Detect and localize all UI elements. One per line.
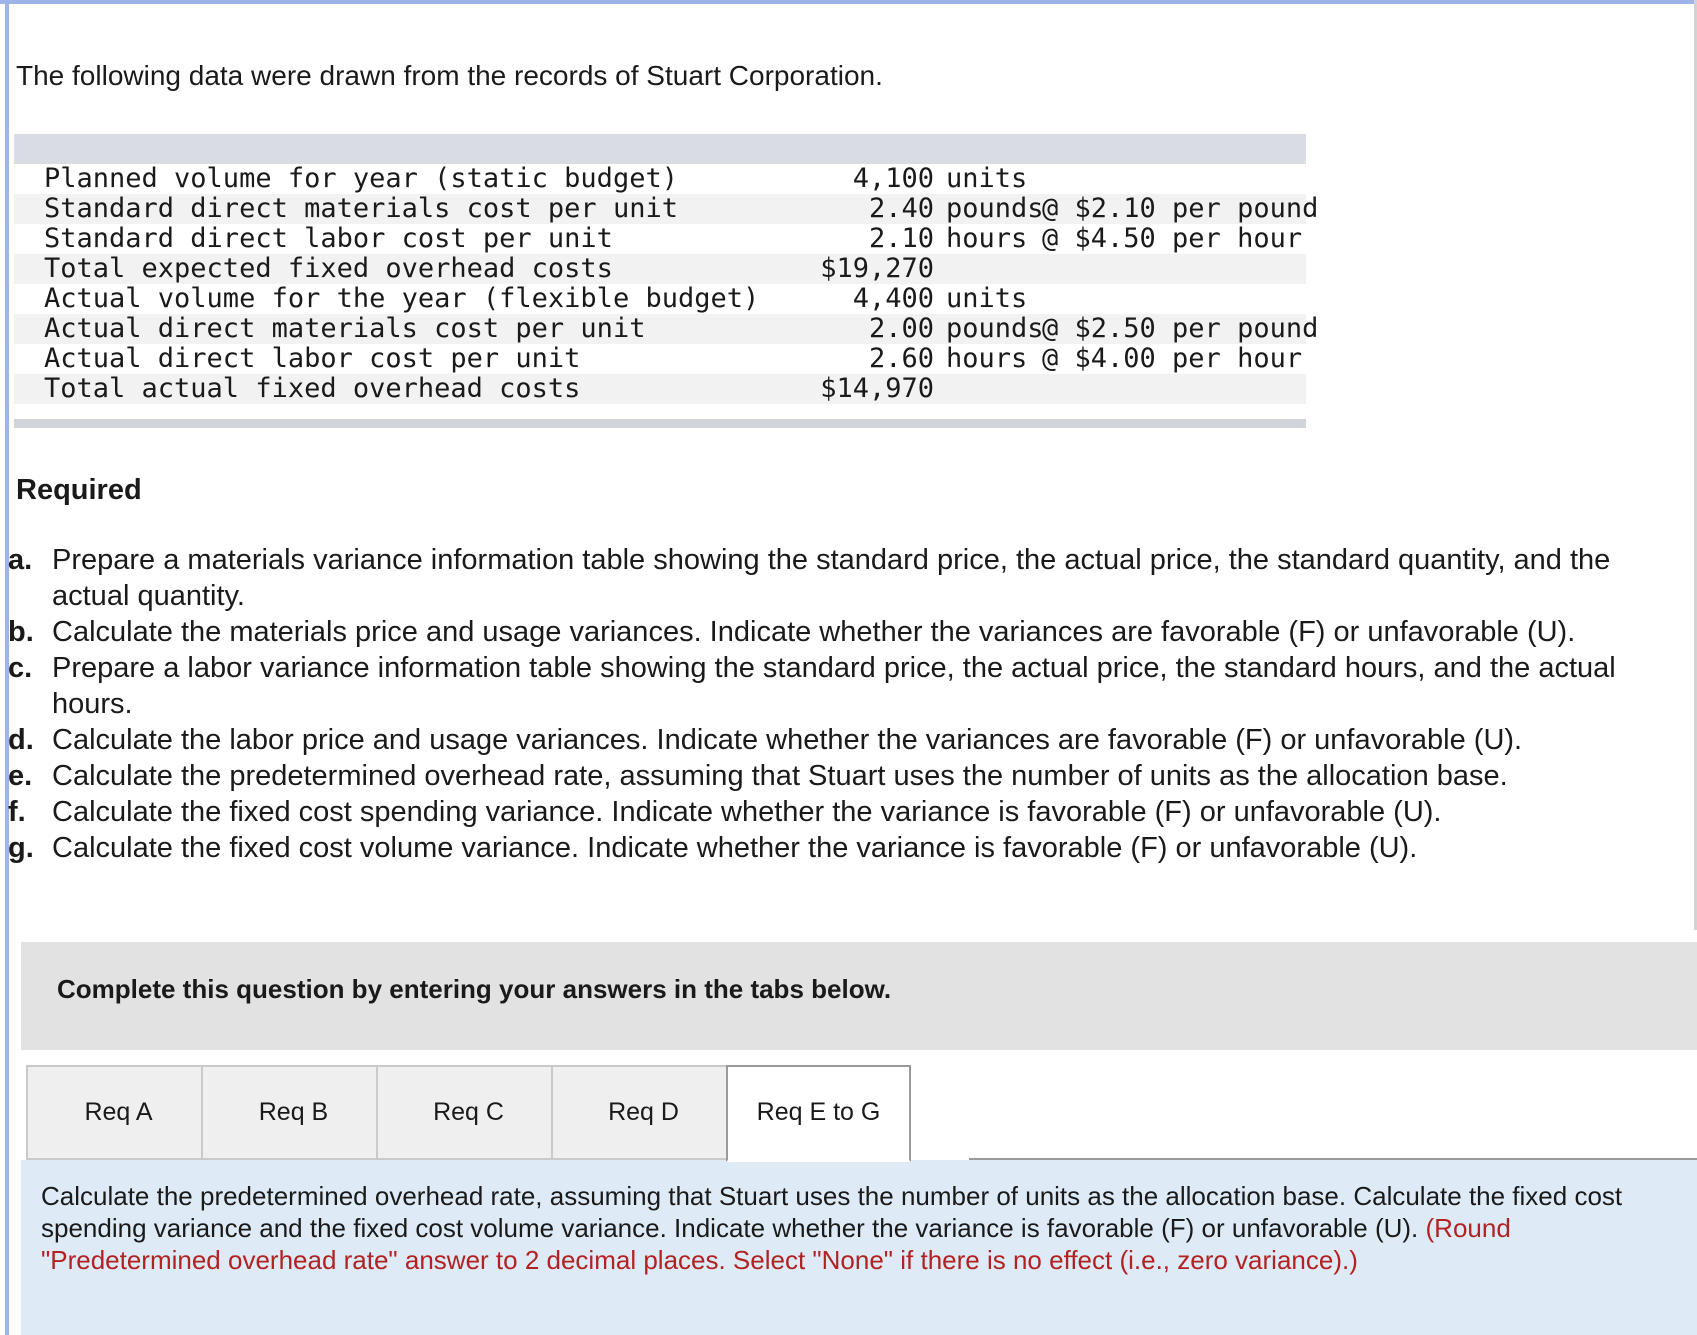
row-rate: @ $2.50 per pound <box>1042 313 1319 344</box>
row-amount: 4,100 <box>852 163 934 194</box>
row-label: Standard direct materials cost per unit <box>44 193 678 224</box>
requirement-item <box>8 722 1694 758</box>
row-amount: $19,270 <box>820 253 934 284</box>
data-row <box>14 193 1319 224</box>
row-unit: hours <box>946 343 1028 374</box>
row-amount: 2.10 <box>868 223 934 254</box>
requirement-item <box>8 758 1694 794</box>
data-table-header-bar <box>14 134 1306 164</box>
row-amount: 2.40 <box>868 193 934 224</box>
requirement-letter: d. <box>8 724 34 756</box>
row-amount: $14,970 <box>820 373 934 404</box>
requirement-text: Calculate the materials price and usage variances. Indicate whether the variances are favorable (F) or unfavorable (U). <box>52 616 1576 648</box>
data-table-footer-bar <box>14 419 1306 428</box>
requirement-item <box>8 650 1694 722</box>
data-table <box>14 134 1319 428</box>
tab-req-d[interactable]: Req D <box>551 1065 736 1160</box>
requirement-item <box>8 542 1694 614</box>
requirement-letter: f. <box>8 796 26 828</box>
row-unit: pounds <box>946 313 1044 344</box>
tab-req-e-to-g[interactable]: Req E to G <box>726 1065 911 1162</box>
description-text: Calculate the predetermined overhead rate, assuming that Stuart uses the number of units as the allocation base. Calculate the fixed cost spending variance and the fixed cost volume variance. Indicate whether the variance is favorable (F) or unfavorable (U). <box>41 1181 1623 1243</box>
requirement-text: Prepare a labor variance information table showing the standard price, the actual price, the standard hours, and the actual hours. <box>52 652 1616 720</box>
requirements-list <box>8 542 1694 866</box>
requirement-letter: e. <box>8 760 33 792</box>
requirement-item <box>8 794 1694 830</box>
row-label: Total expected fixed overhead costs <box>44 253 613 284</box>
rounding-note: (Round "Predetermined overhead rate" answer to 2 decimal places. Select "None" if there is no effect (i.e., zero variance).) <box>41 1213 1511 1275</box>
data-table-rows <box>14 163 1319 404</box>
requirement-text: Calculate the labor price and usage variances. Indicate whether the variances are favorable (F) or unfavorable (U). <box>52 724 1523 756</box>
row-label: Actual volume for the year (flexible budget) <box>44 283 760 314</box>
intro-text: The following data were drawn from the records of Stuart Corporation. <box>16 60 883 91</box>
data-row <box>14 224 1306 254</box>
requirement-item <box>8 614 1694 650</box>
row-amount: 4,400 <box>852 283 934 314</box>
tab-content-description <box>41 1180 1681 1276</box>
instruction-text: Complete this question by entering your answers in the tabs below. <box>57 974 892 1004</box>
data-row <box>14 254 1306 284</box>
requirement-text: Prepare a materials variance information table showing the standard price, the actual price, the standard quantity, and the actual quantity. <box>52 544 1611 612</box>
row-rate: @ $4.50 per hour <box>1042 223 1303 254</box>
row-amount: 2.60 <box>868 343 934 374</box>
requirement-letter: b. <box>8 616 34 648</box>
requirement-text: Calculate the fixed cost spending variance. Indicate whether the variance is favorable (F) or unfavorable (U). <box>52 796 1442 828</box>
requirement-item <box>8 830 1694 866</box>
data-row <box>14 164 1306 194</box>
tab-req-a[interactable]: Req A <box>26 1065 211 1160</box>
data-row <box>14 344 1306 374</box>
row-rate: @ $2.10 per pound <box>1042 193 1319 224</box>
required-heading: Required <box>16 474 142 506</box>
row-label: Total actual fixed overhead costs <box>44 373 581 404</box>
row-label: Actual direct materials cost per unit <box>44 313 646 344</box>
row-rate: @ $4.00 per hour <box>1042 343 1303 374</box>
tab-req-b[interactable]: Req B <box>201 1065 386 1160</box>
row-unit: hours <box>946 223 1028 254</box>
row-label: Planned volume for year (static budget) <box>44 163 678 194</box>
row-unit: units <box>946 163 1028 194</box>
data-row <box>14 374 1306 404</box>
row-label: Standard direct labor cost per unit <box>44 223 613 254</box>
requirement-letter: g. <box>8 832 34 864</box>
row-unit: pounds <box>946 193 1044 224</box>
requirement-letter: c. <box>8 652 33 684</box>
requirement-text: Calculate the predetermined overhead rate, assuming that Stuart uses the number of units as the allocation base. <box>52 760 1508 792</box>
row-label: Actual direct labor cost per unit <box>44 343 581 374</box>
tab-req-c[interactable]: Req C <box>376 1065 561 1160</box>
tab-content-panel <box>21 1160 1697 1335</box>
data-row <box>14 284 1306 314</box>
requirement-text: Calculate the fixed cost volume variance. Indicate whether the variance is favorable (F) or unfavorable (U). <box>52 832 1418 864</box>
data-row <box>14 313 1319 344</box>
row-unit: units <box>946 283 1028 314</box>
frame-top-border <box>0 0 1697 4</box>
instruction-banner <box>21 942 1697 1050</box>
row-amount: 2.00 <box>868 313 934 344</box>
requirement-letter: a. <box>8 544 33 576</box>
